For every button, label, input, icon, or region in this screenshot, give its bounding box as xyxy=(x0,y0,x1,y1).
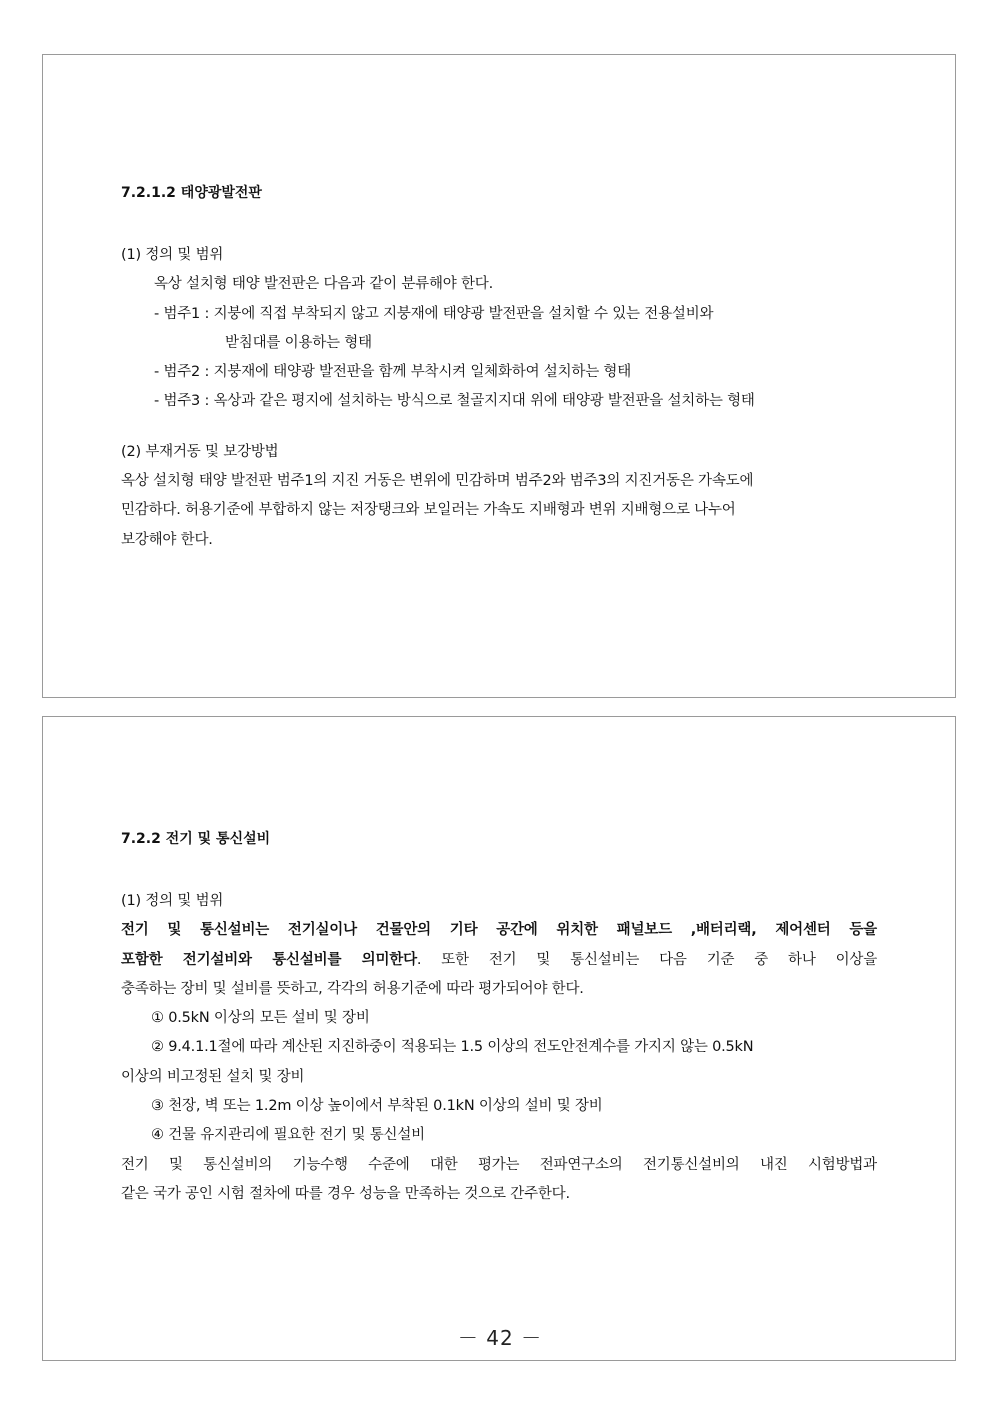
category-item: - 범주2 : 지붕재에 태양광 발전판을 함께 부착시켜 일체화하여 설치하는 형태 xyxy=(154,364,632,381)
criteria-item: ② 9.4.1.1절에 따라 계산된 지진하중이 적용되는 1.5 이상의 전도안전계수를 가지지 않는 0.5kN xyxy=(151,1039,754,1056)
subsection-heading: (2) 부재거동 및 보강방법 xyxy=(121,443,279,460)
criteria-item-continued: 이상의 비고정된 설치 및 장비 xyxy=(121,1068,305,1085)
definition-line xyxy=(121,946,877,975)
paragraph-line: 민감하다. 허용기준에 부합하지 않는 저장탱크와 보일러는 가속도 지배형과 변위 지배형으로 나누어 xyxy=(121,502,736,519)
definition-rest: . 또한 전기 및 통신설비는 다음 기준 중 하나 이상을 xyxy=(416,951,877,968)
page-frame-top xyxy=(42,54,956,698)
page-frame-bottom xyxy=(42,716,956,1361)
paragraph-line: 옥상 설치형 태양 발전판 범주1의 지진 거동은 변위에 민감하며 범주2와 범주3의 지진거동은 가속도에 xyxy=(121,473,754,490)
subsection-heading: (1) 정의 및 범위 xyxy=(121,893,224,909)
criteria-item: ① 0.5kN 이상의 모든 설비 및 장비 xyxy=(151,1010,370,1027)
subsection-heading: (1) 정의 및 범위 xyxy=(121,247,224,263)
category-item: - 범주3 : 옥상과 같은 평지에 설치하는 방식으로 철골지지대 위에 태양광 발전판을 설치하는 형태 xyxy=(154,393,755,410)
paragraph-line: 충족하는 장비 및 설비를 뜻하고, 각각의 허용기준에 따라 평가되어야 한다. xyxy=(121,980,584,997)
section-title: 7.2.2 전기 및 통신설비 xyxy=(121,831,271,847)
definition-bold-fragment: 포함한 전기설비와 통신설비를 의미한다 xyxy=(121,951,417,968)
section-title: 7.2.1.2 태양광발전판 xyxy=(121,185,262,201)
definition-bold-line: 전기 및 통신설비는 전기실이나 건물안의 기타 공간에 위치한 패널보드 ,배터리랙, 제어센터 등을 xyxy=(121,922,877,939)
paragraph-line: 보강해야 한다. xyxy=(121,531,213,548)
section-electrical-communication xyxy=(121,829,877,1209)
criteria-item: ④ 건물 유지관리에 필요한 전기 및 통신설비 xyxy=(151,1127,425,1144)
category-item: - 범주1 : 지붕에 직접 부착되지 않고 지붕재에 태양광 발전판을 설치할 수 있는 전용설비와 xyxy=(154,305,714,322)
section-solar-panel xyxy=(121,183,877,555)
page-number: － 42 － xyxy=(457,1326,543,1350)
criteria-item: ③ 천장, 벽 또는 1.2m 이상 높이에서 부착된 0.1kN 이상의 설비 및 장비 xyxy=(151,1098,603,1115)
category-item-continued: 받침대를 이용하는 형태 xyxy=(225,334,372,351)
paragraph-line: 같은 국가 공인 시험 절차에 따를 경우 성능을 만족하는 것으로 간주한다. xyxy=(121,1185,570,1202)
paragraph-line: 전기 및 통신설비의 기능수행 수준에 대한 평가는 전파연구소의 전기통신설비의 내진 시험방법과 xyxy=(121,1156,877,1173)
paragraph: 옥상 설치형 태양 발전판은 다음과 같이 분류해야 한다. xyxy=(154,276,494,293)
